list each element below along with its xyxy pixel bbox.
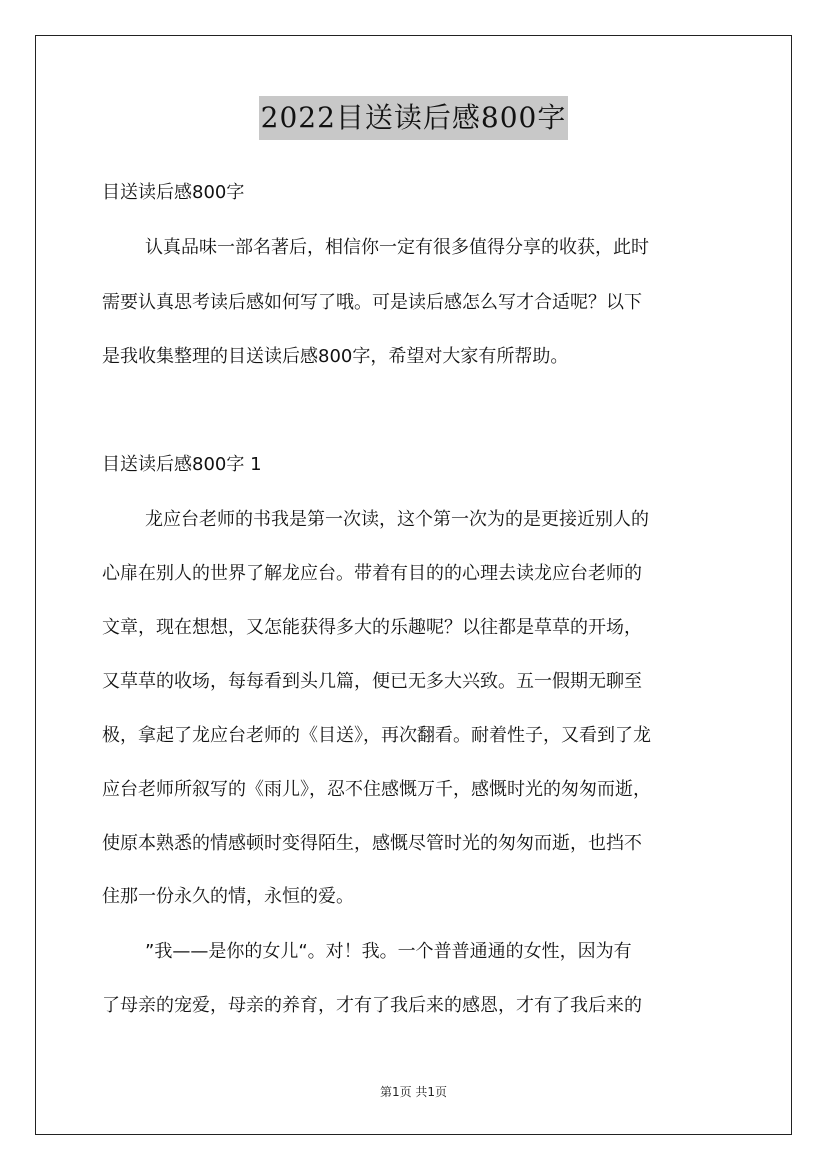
body-line: ”我——是你的女儿“。对！我。一个普普通通的女性，因为有 — [145, 941, 632, 962]
body-line: 住那一份永久的情，永恒的爱。 — [102, 886, 354, 907]
body-line: 了母亲的宠爱，母亲的养育，才有了我后来的感恩，才有了我后来的 — [102, 995, 642, 1016]
body-line: 应台老师所叙写的《雨儿》，忍不住感慨万千，感慨时光的匆匆而逝， — [102, 779, 651, 800]
body-line: 心扉在别人的世界了解龙应台。带着有目的的心理去读龙应台老师的 — [102, 563, 642, 584]
intro-line: 认真品味一部名著后，相信你一定有很多值得分享的收获，此时 — [145, 237, 649, 258]
body-line: 极，拿起了龙应台老师的《目送》，再次翻看。耐着性子，又看到了龙 — [102, 725, 651, 746]
body-line: 使原本熟悉的情感顿时变得陌生，感慨尽管时光的匆匆而逝，也挡不 — [102, 833, 642, 854]
subtitle: 目送读后感800字 — [102, 182, 245, 203]
body-line: 又草草的收场，每每看到头几篇，便已无多大兴致。五一假期无聊至 — [102, 671, 642, 692]
intro-line: 需要认真思考读后感如何写了哦。可是读后感怎么写才合适呢？以下 — [102, 292, 642, 313]
title-container — [0, 96, 827, 140]
intro-line: 是我收集整理的目送读后感800字，希望对大家有所帮助。 — [102, 346, 569, 367]
page-number: 第1页 共1页 — [379, 1085, 448, 1099]
document-title: 2022目送读后感800字 — [259, 96, 569, 140]
body-line: 文章，现在想想，又怎能获得多大的乐趣呢？以往都是草草的开场， — [102, 617, 642, 638]
section-heading: 目送读后感800字 1 — [102, 454, 262, 475]
body-line: 龙应台老师的书我是第一次读，这个第一次为的是更接近别人的 — [145, 509, 649, 530]
